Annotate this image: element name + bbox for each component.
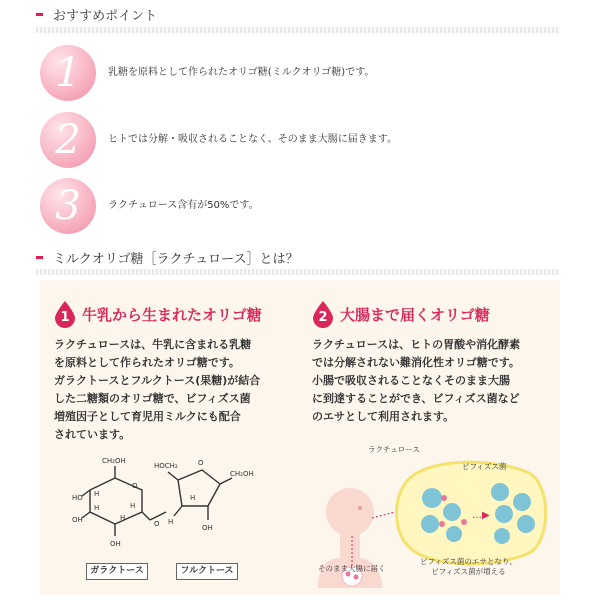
atom-label: O xyxy=(132,482,138,490)
point-item xyxy=(40,112,560,168)
atom-label: H xyxy=(168,518,174,526)
atom-label: H xyxy=(120,514,126,522)
bifido-label: ビフィズス菌 xyxy=(462,462,507,471)
section-title: おすすめポイント xyxy=(53,8,158,24)
drop-badge-icon: 1 xyxy=(54,300,76,328)
number-circle-icon: 2 xyxy=(40,112,96,168)
atom-label: H xyxy=(94,490,100,498)
point-item xyxy=(40,45,560,101)
atom-label: OH xyxy=(202,524,213,532)
feature-title: 牛乳から生まれたオリゴ糖 xyxy=(82,305,262,324)
point-text: 乳糖を原料として作られたオリゴ糖(ミルクオリゴ糖)です。 xyxy=(108,67,375,78)
feature-reach-colon xyxy=(312,298,550,426)
section-header-about xyxy=(36,246,560,268)
atom-label: OH xyxy=(72,516,83,524)
point-text: ラクチュロース含有が50%です。 xyxy=(108,200,259,211)
svg-text:…▶: …▶ xyxy=(472,510,490,521)
divider xyxy=(36,27,560,33)
header-bullet-icon xyxy=(36,256,43,259)
atom-label: HO xyxy=(72,494,83,502)
atom-label: CH₂OH xyxy=(102,457,126,465)
lactulose-label: ラクチュロース xyxy=(368,445,420,454)
point-item xyxy=(40,178,560,234)
number-circle-icon: 1 xyxy=(40,45,96,101)
header-bullet-icon xyxy=(36,13,43,16)
feature-body: ラクチュロースは、牛乳に含まれる乳糖 を原料として作られたオリゴ糖です。 ガラクトースとフルクトース(果糖)が結合 した二糖類のオリゴ糖で、ビフィズス菌 増殖因子として育児用ミルクにも配合 されています。 xyxy=(54,338,261,441)
atom-label: H xyxy=(190,494,196,502)
atom-label: HOCH₂ xyxy=(154,462,178,470)
divider xyxy=(36,269,560,275)
atom-label: O xyxy=(198,459,204,467)
galactose-label: ガラクトース xyxy=(86,563,148,580)
drop-badge-icon: 2 xyxy=(312,300,334,328)
result-label: ビフィズス菌のエサとなり、 ビフィズス菌が増える xyxy=(420,557,517,576)
fructose-label: フルクトース xyxy=(176,563,238,580)
atom-label: CH₂OH xyxy=(230,470,254,478)
point-text: ヒトでは分解・吸収されることなく、そのまま大腸に届きます。 xyxy=(108,134,397,145)
atom-label: OH xyxy=(110,540,121,548)
direct-to-colon-label: そのまま大腸に届く xyxy=(318,564,386,573)
lactulose-structure-diagram xyxy=(70,450,270,558)
section-header-recommend xyxy=(36,3,560,25)
number-circle-icon: 3 xyxy=(40,178,96,234)
feature-title: 大腸まで届くオリゴ糖 xyxy=(340,305,490,324)
atom-label: H xyxy=(94,504,100,512)
feature-body: ラクチュロースは、ヒトの胃酸や消化酵素 では分解されない難消化性オリゴ糖です。 小腸で吸収されることなくそのまま大腸 に到達することができ、ビフィズス菌など のエサとして利用されます。 xyxy=(312,338,521,423)
section-title: ミルクオリゴ糖［ラクチュロース］とは？ xyxy=(53,251,299,267)
atom-label: O xyxy=(154,520,160,528)
feature-milk-origin xyxy=(54,298,292,444)
atom-label: H xyxy=(130,502,136,510)
